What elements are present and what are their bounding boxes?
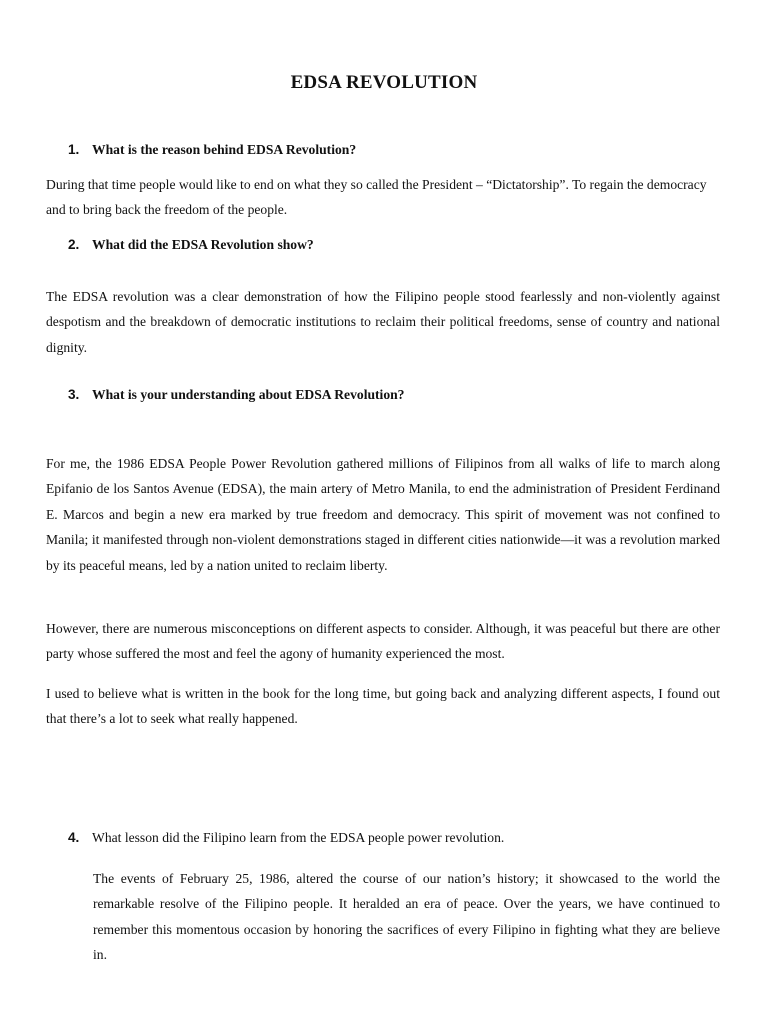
- question-text: What is your understanding about EDSA Revolution?: [92, 387, 405, 402]
- question-2: [68, 237, 314, 253]
- answer-3-paragraph-1: For me, the 1986 EDSA People Power Revolution gathered millions of Filipinos from all walks of life to march along Epifanio de los Santos Avenue (EDSA), the main artery of Metro Manila, to end the administration of President Ferdinand E. Marcos and begin a new era marked by true freedom and democracy. This spirit of movement was not confined to Manila; it manifested through non-violent demonstrations staged in different cities nationwide—it was a revolution marked by its peaceful means, led by a nation united to reclaim liberty.: [46, 456, 720, 573]
- question-text: What is the reason behind EDSA Revolution?: [92, 142, 357, 157]
- question-number: 4.: [68, 830, 80, 845]
- question-3: [68, 387, 404, 403]
- question-number: 3.: [68, 387, 80, 402]
- answer-3-paragraph-3: I used to believe what is written in the book for the long time, but going back and analyzing different aspects, I found out that there’s a lot to seek what really happened.: [46, 686, 720, 727]
- answer-3-paragraph-2: However, there are numerous misconceptions on different aspects to consider. Although, it was peaceful but there are other party whose suffered the most and feel the agony of humanity experienced the most.: [46, 621, 720, 662]
- question-number: 2.: [68, 237, 80, 252]
- question-number: 1.: [68, 142, 80, 157]
- answer-1-paragraph: During that time people would like to end on what they so called the President – “Dictatorship”. To regain the democracy and to bring back the freedom of the people.: [46, 177, 707, 218]
- answer-4-paragraph: The events of February 25, 1986, altered the course of our nation’s history; it showcased to the world the remarkable resolve of the Filipino people. It heralded an era of peace. Over the years, we have continued to remember this momentous occasion by honoring the sacrifices of every Filipino in fighting what they are believe in.: [93, 871, 720, 963]
- question-text: What did the EDSA Revolution show?: [92, 237, 314, 252]
- question-4: [68, 830, 504, 846]
- question-1: [68, 142, 356, 158]
- answer-2-paragraph: The EDSA revolution was a clear demonstration of how the Filipino people stood fearlessly and non-violently against despotism and the breakdown of democratic institutions to reclaim their political freedoms, sense of country and national dignity.: [46, 289, 720, 355]
- question-text: What lesson did the Filipino learn from the EDSA people power revolution.: [92, 830, 505, 845]
- document-title: EDSA REVOLUTION: [290, 72, 478, 93]
